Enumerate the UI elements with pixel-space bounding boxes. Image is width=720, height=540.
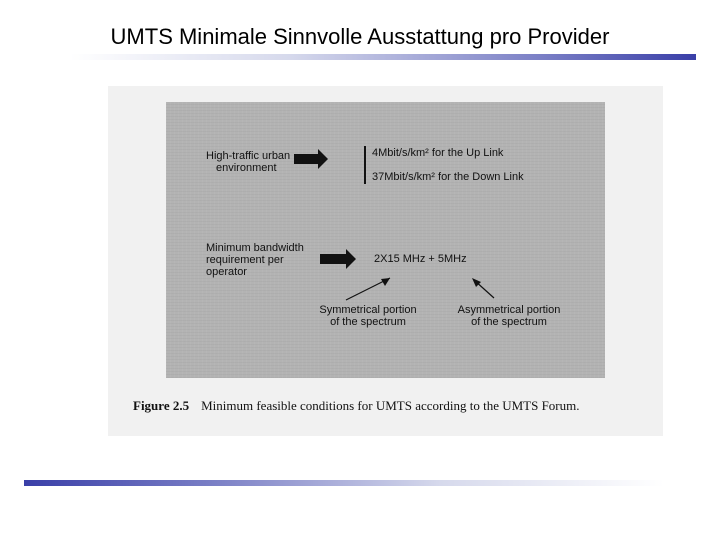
figure-caption: [133, 398, 653, 414]
diagram-arrows: [166, 102, 605, 378]
title-divider: [70, 54, 696, 60]
bandwidth-value: 2X15 MHz + 5MHz: [374, 253, 467, 265]
asymmetrical-label-line1: Asymmetrical portion: [457, 304, 561, 316]
asymmetrical-label-line2: of the spectrum: [471, 316, 547, 328]
thick-arrow-1: [294, 149, 328, 169]
uplink-text: 4Mbit/s/km² for the Up Link: [372, 147, 504, 159]
bandwidth-label-line1: Minimum bandwidth: [206, 242, 304, 254]
caption-label: Figure 2.5: [133, 398, 190, 413]
bandwidth-label-line2: requirement per: [206, 254, 284, 266]
traffic-label-line2: environment: [216, 162, 277, 174]
thick-arrow-2: [320, 249, 356, 269]
downlink-text: 37Mbit/s/km² for the Down Link: [372, 171, 524, 183]
slide-title: UMTS Minimale Sinnvolle Ausstattung pro Provider: [110, 24, 610, 49]
caption-text: Minimum feasible conditions for UMTS according to the UMTS Forum.: [201, 398, 580, 413]
link-bracket: [364, 146, 366, 184]
symmetrical-label-line1: Symmetrical portion: [319, 304, 417, 316]
diagram-panel: [166, 102, 605, 378]
bandwidth-label-line3: operator: [206, 266, 247, 278]
traffic-label-line1: High-traffic urban: [206, 150, 291, 162]
footer-divider: [24, 480, 664, 486]
symmetrical-label-line2: of the spectrum: [330, 316, 406, 328]
